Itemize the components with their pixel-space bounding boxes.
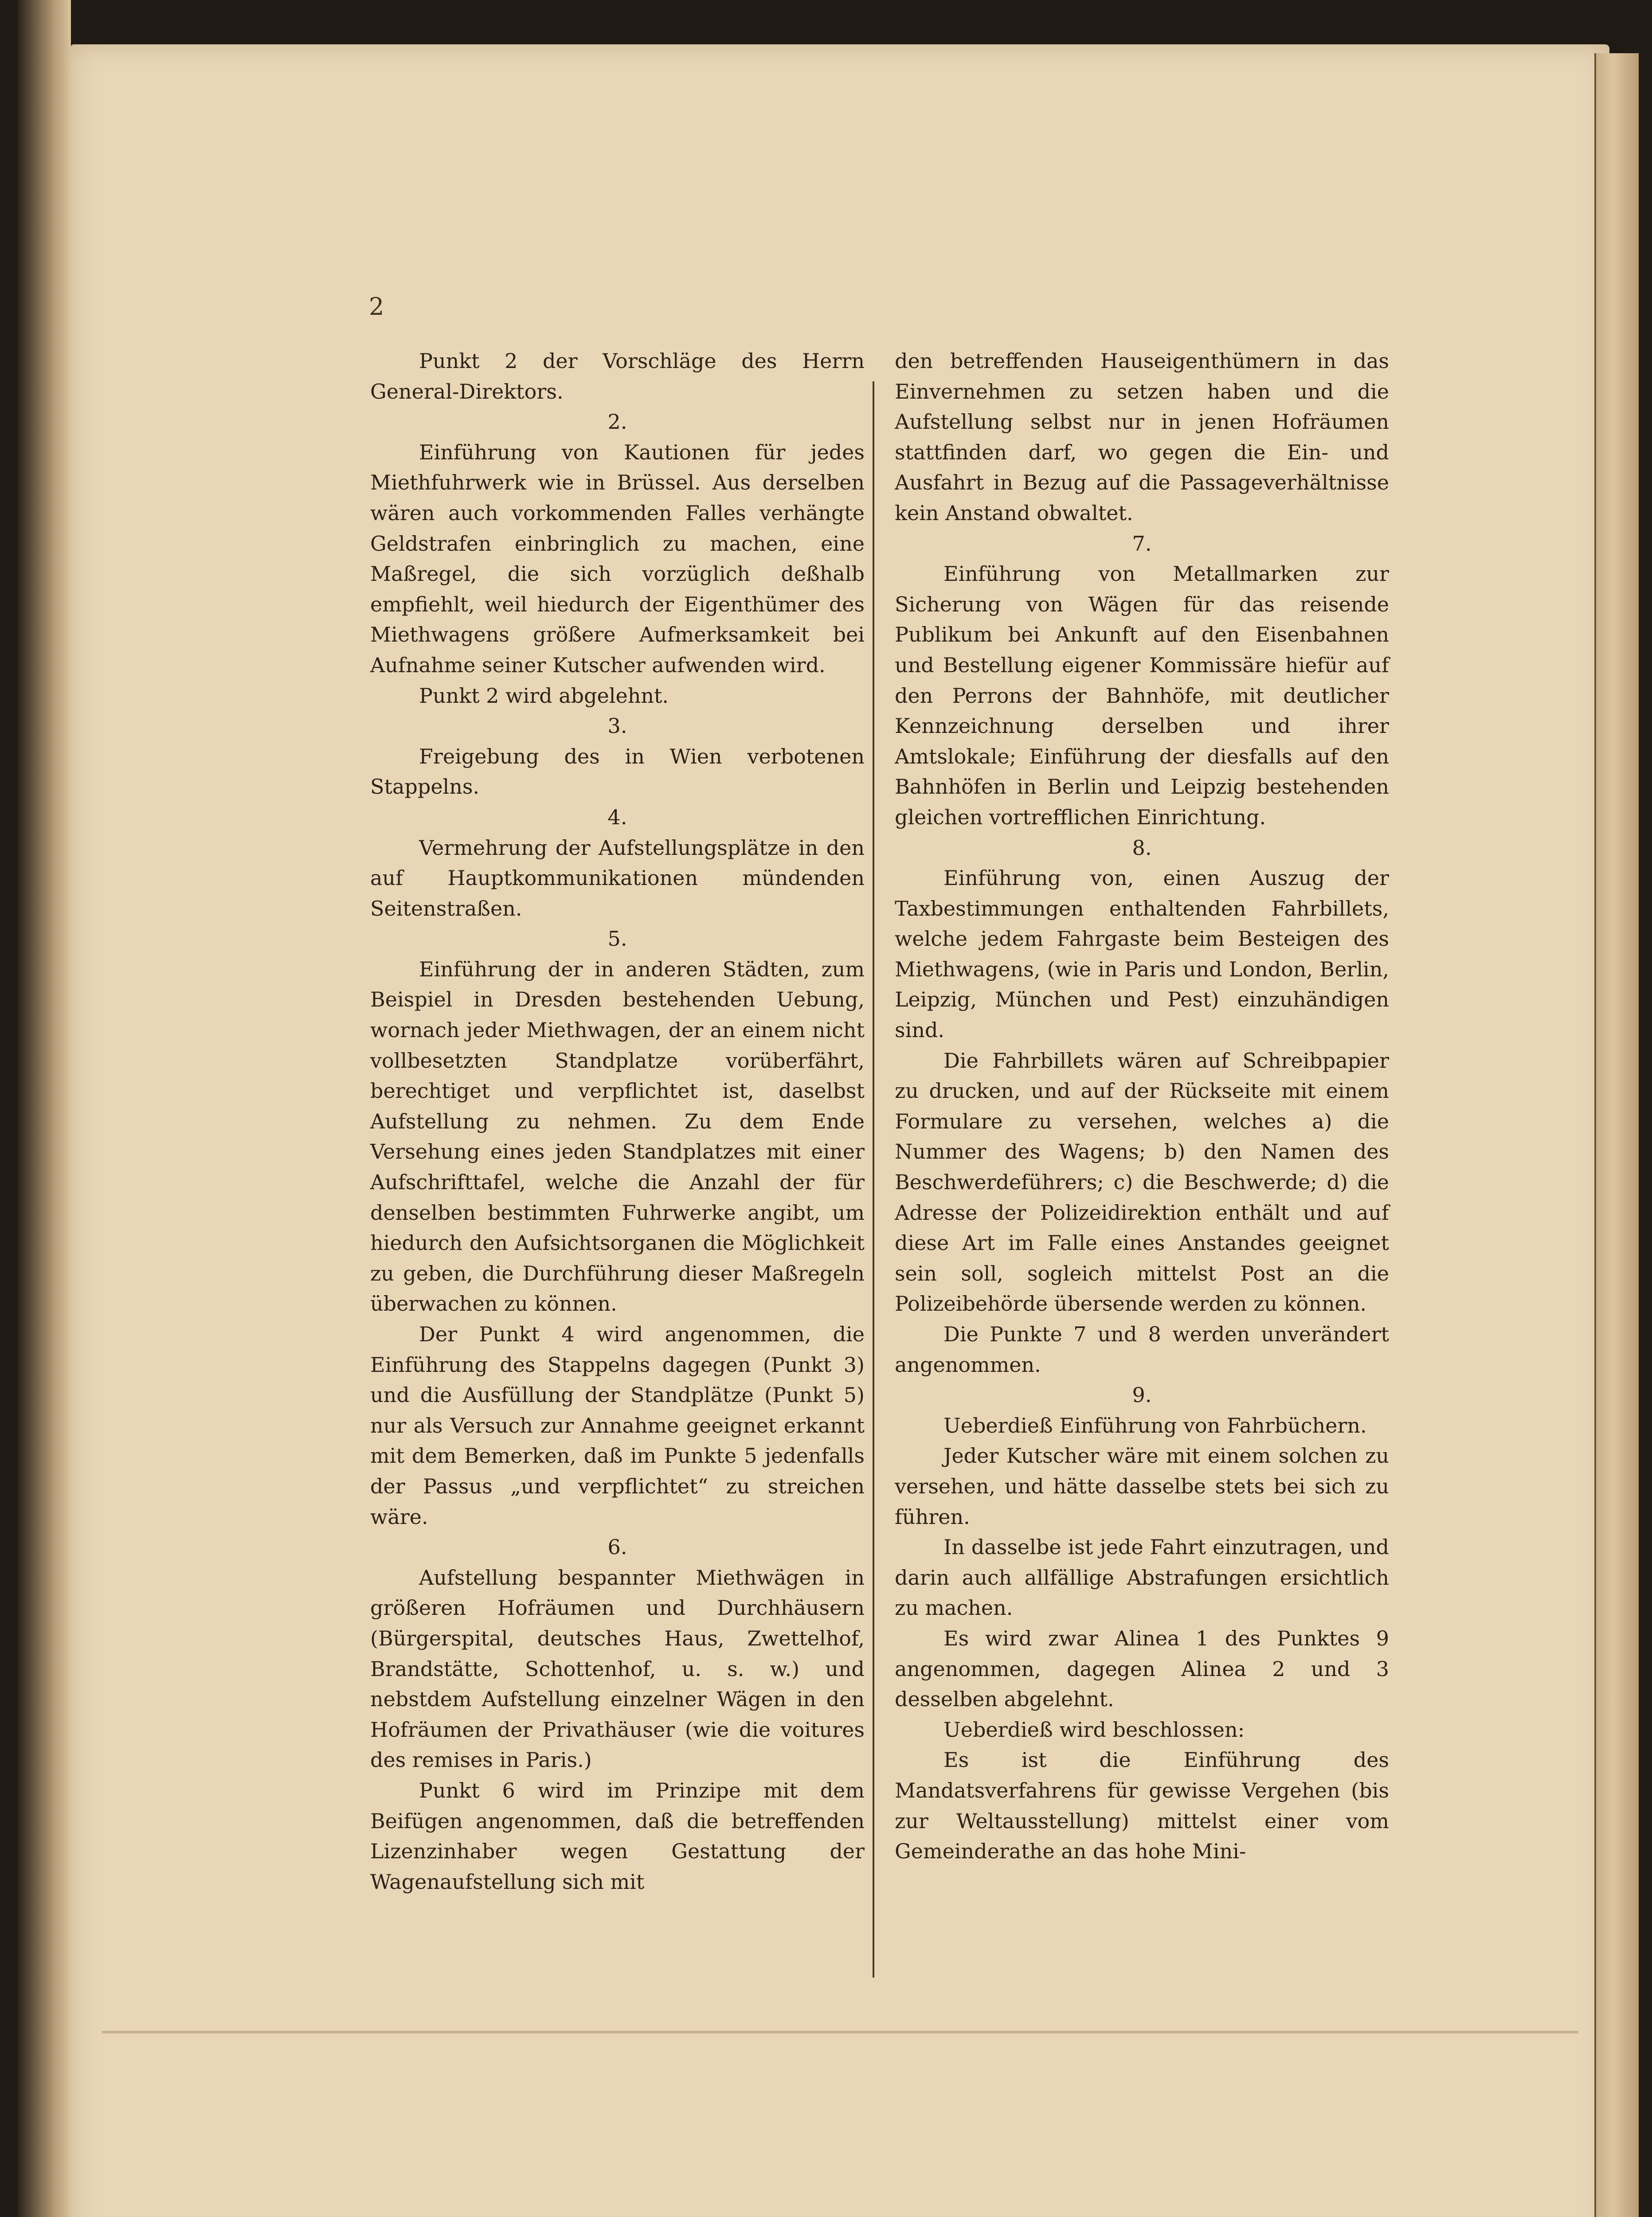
paragraph: Vermehrung der Aufstellungsplätze in den auf Hauptkommunikationen mündenden Seitenstraßen. (370, 835, 865, 920)
paragraph: Die Punkte 7 und 8 werden unverändert angenommen. (895, 1322, 1389, 1377)
page-stack-edge (1594, 53, 1639, 2217)
paragraph: Einführung von Kautionen für jedes Miethfuhrwerk wie in Brüssel. Aus derselben wären auch vorkommenden Falles verhängte Geldstrafen einbringlich zu machen, eine Maßregel, die sich vorzüglich deßhalb empfiehlt, weil hiedurch der Eigenthümer des Miethwagens größere Aufmerksamkeit bei Aufnahme seiner Kutscher aufwenden wird. (370, 440, 865, 677)
section-number: 5. (607, 927, 627, 951)
page-number: 2 (369, 293, 384, 321)
paragraph: Jeder Kutscher wäre mit einem solchen zu versehen, und hätte dasselbe stets bei sich zu führen. (895, 1444, 1389, 1529)
right-column (895, 346, 1389, 1867)
paper-fold-line (102, 2031, 1578, 2033)
paragraph: Einführung von Metallmarken zur Sicherung von Wägen für das reisende Publikum bei Ankunft auf den Eisenbahnen und Bestellung eigener Kommissäre hiefür auf den Perrons der Bahnhöfe, mit deutlicher Kennzeichnung derselben und ihrer Amtslokale; Einführung der diesfalls auf den Bahnhöfen in Berlin und Leipzig bestehenden gleichen vortrefflichen Einrichtung. (895, 562, 1389, 829)
paragraph: Die Fahrbillets wären auf Schreibpapier zu drucken, und auf der Rückseite mit einem Formulare zu versehen, welches a) die Nummer des Wagens; b) den Namen des Beschwerdeführers; c) die Beschwerde; d) die Adresse der Polizeidirektion enthält und auf diese Art im Falle eines Anstandes geeignet sein soll, sogleich mittelst Post an die Polizeibehörde übersende werden zu können. (895, 1048, 1389, 1316)
paragraph: Punkt 2 der Vorschläge des Herrn General-Direktors. (370, 349, 865, 403)
left-column (370, 346, 865, 1897)
book-binding-edge (18, 0, 71, 2217)
paragraph: Punkt 2 wird abgelehnt. (419, 683, 669, 708)
paragraph: Freigebung des in Wien verbotenen Stappelns. (370, 744, 865, 799)
paragraph-continued: den betreffenden Hauseigenthümern in das Einvernehmen zu setzen haben und die Aufstellung selbst nur in jenen Hofräumen stattfinden darf, wo gegen die Ein- und Ausfahrt in Bezug auf die Passageverhältnisse kein Anstand obwaltet. (895, 349, 1389, 525)
paragraph: In dasselbe ist jede Fahrt einzutragen, und darin auch allfällige Abstrafungen ersichtlich zu machen. (895, 1535, 1389, 1620)
section-number: 2. (607, 410, 627, 434)
column-divider (873, 381, 874, 1978)
section-number: 7. (1132, 531, 1152, 556)
paragraph: Es ist die Einführung des Mandatsverfahrens für gewisse Vergehen (bis zur Weltausstellung) mittelst einer vom Gemeinderathe an das hohe Mini- (895, 1748, 1389, 1864)
section-number: 6. (607, 1535, 627, 1559)
paragraph: Einführung von, einen Auszug der Taxbestimmungen enthaltenden Fahrbillets, welche jedem Fahrgaste beim Besteigen des Miethwagens, (wie in Paris und London, Berlin, Leipzig, München und Pest) einzuhändigen sind. (895, 866, 1389, 1042)
paragraph: Aufstellung bespannter Miethwägen in größeren Hofräumen und Durchhäusern (Bürgerspital, deutsches Haus, Zwettelhof, Brandstätte, Schottenhof, u. s. w.) und nebstdem Aufstellung einzelner Wägen in den Hofräumen der Privathäuser (wie die voitures des remises in Paris.) (370, 1565, 865, 1772)
section-number: 8. (1132, 835, 1152, 860)
paragraph: Einführung der in anderen Städten, zum Beispiel in Dresden bestehenden Uebung, wornach jeder Miethwagen, der an einem nicht vollbesetzten Standplatze vorüberfährt, berechtiget und verpflichtet ist, daselbst Aufstellung zu nehmen. Zu dem Ende Versehung eines jeden Standplatzes mit einer Aufschrifttafel, welche die Anzahl der für denselben bestimmten Fuhrwerke angibt, um hiedurch den Aufsichtsorganen die Möglichkeit zu geben, die Durchführung dieser Maßregeln überwachen zu können. (370, 957, 865, 1316)
paragraph: Es wird zwar Alinea 1 des Punktes 9 angenommen, dagegen Alinea 2 und 3 desselben abgelehnt. (895, 1626, 1389, 1712)
paragraph: Ueberdieß Einführung von Fahrbüchern. (943, 1413, 1367, 1438)
section-number: 9. (1132, 1383, 1152, 1407)
paragraph: Der Punkt 4 wird angenommen, die Einführung des Stappelns dagegen (Punkt 3) und die Ausfüllung der Standplätze (Punkt 5) nur als Versuch zur Annahme geeignet erkannt mit dem Bemerken, daß im Punkte 5 jedenfalls der Passus „und verpflichtet“ zu streichen wäre. (370, 1322, 865, 1529)
section-number: 4. (607, 805, 627, 829)
paragraph: Ueberdieß wird beschlossen: (943, 1717, 1245, 1742)
section-number: 3. (607, 714, 627, 738)
paragraph: Punkt 6 wird im Prinzipe mit dem Beifügen angenommen, daß die betreffenden Lizenzinhaber wegen Gestattung der Wagenaufstellung sich mit (370, 1778, 865, 1894)
